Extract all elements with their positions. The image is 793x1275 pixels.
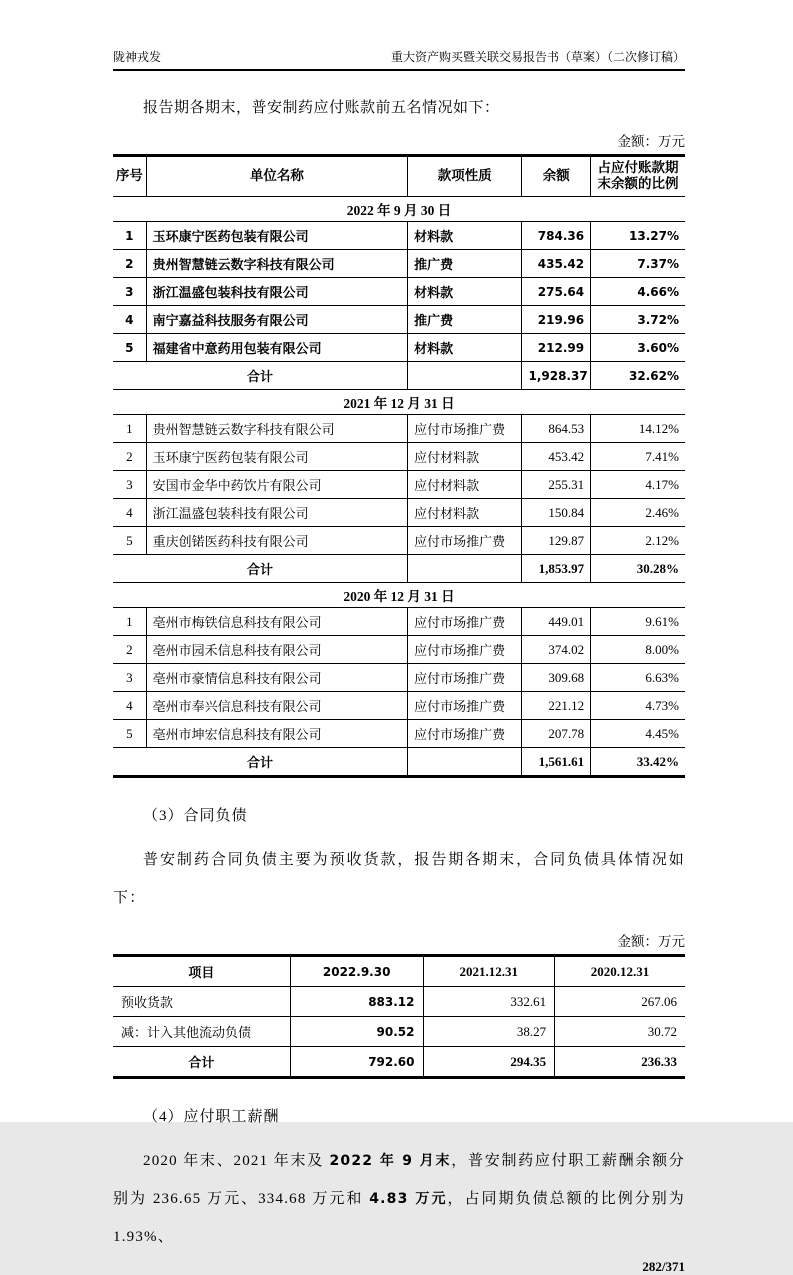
col-header-2020: 2020.12.31 [555,956,685,987]
cell-2022-value: 90.52 [290,1017,423,1047]
col-header-company: 单位名称 [146,155,407,197]
table-row [113,636,685,664]
cell-nature: 应付材料款 [408,471,522,499]
cell-balance: 784.36 [522,222,591,250]
cell-balance: 453.42 [522,443,591,471]
contract-table-body [113,987,685,1078]
cell-balance: 435.42 [522,250,591,278]
cell-balance: 864.53 [522,415,591,443]
cell-2020-value: 30.72 [555,1017,685,1047]
cell-nature: 应付市场推广费 [408,664,522,692]
table-row [113,334,685,362]
total-2022-value: 792.60 [290,1047,423,1078]
col-header-nature: 款项性质 [408,155,522,197]
total-nature-empty [408,362,522,390]
total-ratio: 33.42% [591,748,685,777]
total-nature-empty [408,748,522,777]
cell-company-name: 重庆创锘医药科技有限公司 [146,527,407,555]
cell-ratio: 4.17% [591,471,685,499]
total-row [113,1047,685,1078]
contract-liability-table [113,954,685,1079]
total-row [113,748,685,777]
cell-balance: 207.78 [522,720,591,748]
table-row [113,278,685,306]
cell-ratio: 9.61% [591,608,685,636]
cell-2021-value: 38.27 [423,1017,555,1047]
cell-ratio: 3.72% [591,306,685,334]
cell-nature: 应付市场推广费 [408,636,522,664]
cell-ratio: 14.12% [591,415,685,443]
cell-company-name: 亳州市奉兴信息科技有限公司 [146,692,407,720]
cell-item: 减：计入其他流动负债 [113,1017,290,1047]
cell-balance: 221.12 [522,692,591,720]
table-row [113,306,685,334]
cell-balance: 309.68 [522,664,591,692]
total-nature-empty [408,555,522,583]
cell-index: 1 [113,222,146,250]
col-header-2022: 2022.9.30 [290,956,423,987]
cell-index: 5 [113,720,146,748]
cell-nature: 应付市场推广费 [408,692,522,720]
cell-ratio: 8.00% [591,636,685,664]
cell-company-name: 浙江温盛包装科技有限公司 [146,278,407,306]
total-label: 合计 [113,362,408,390]
total-balance: 1,561.61 [522,748,591,777]
table-row [113,664,685,692]
contract-liability-paragraph: 普安制药合同负债主要为预收货款，报告期各期末，合同负债具体情况如下： [113,852,685,907]
cell-ratio: 4.66% [591,278,685,306]
cell-index: 5 [113,334,146,362]
table-row [113,250,685,278]
cell-ratio: 4.45% [591,720,685,748]
period-date-label: 2021 年 12 月 31 日 [113,390,685,415]
table-row [113,499,685,527]
period-date-label: 2020 年 12 月 31 日 [113,583,685,608]
total-2021-value: 294.35 [423,1047,555,1078]
cell-company-name: 亳州市梅铁信息科技有限公司 [146,608,407,636]
cell-nature: 推广费 [408,306,522,334]
total-balance: 1,928.37 [522,362,591,390]
total-label: 合计 [113,555,408,583]
cell-company-name: 亳州市园禾信息科技有限公司 [146,636,407,664]
cell-balance: 219.96 [522,306,591,334]
contract-header-row [113,956,685,987]
cell-nature: 材料款 [408,278,522,306]
total-row [113,555,685,583]
cell-index: 3 [113,664,146,692]
table-row [113,692,685,720]
cell-ratio: 13.27% [591,222,685,250]
cell-company-name: 玉环康宁医药包装有限公司 [146,222,407,250]
cell-ratio: 2.46% [591,499,685,527]
cell-company-name: 浙江温盛包装科技有限公司 [146,499,407,527]
cell-balance: 374.02 [522,636,591,664]
cell-index: 3 [113,471,146,499]
cell-balance: 212.99 [522,334,591,362]
cell-nature: 应付市场推广费 [408,415,522,443]
cell-index: 2 [113,443,146,471]
table-row [113,471,685,499]
table-row [113,415,685,443]
payables-table-body [113,197,685,777]
cell-company-name: 玉环康宁医药包装有限公司 [146,443,407,471]
section-heading-contract-liability: （3）合同负债 [143,808,248,825]
period-section-row [113,390,685,415]
header-company-name: 陇神戎发 [113,50,162,64]
cell-ratio: 4.73% [591,692,685,720]
table-row [113,608,685,636]
cell-nature: 应付市场推广费 [408,527,522,555]
cell-balance: 449.01 [522,608,591,636]
cell-balance: 275.64 [522,278,591,306]
period-date-label: 2022 年 9 月 30 日 [113,197,685,222]
cell-index: 5 [113,527,146,555]
cell-nature: 材料款 [408,222,522,250]
cell-item: 预收货款 [113,987,290,1017]
table-row [113,222,685,250]
section-heading-payroll: （4）应付职工薪酬 [143,1109,280,1126]
amount-unit-note-2: 金额：万元 [617,934,685,950]
paragraph-bold-run: 4.83 万元 [369,1191,448,1208]
intro-paragraph: 报告期各期末，普安制药应付账款前五名情况如下： [143,99,500,116]
col-header-index: 序号 [113,155,146,197]
cell-nature: 材料款 [408,334,522,362]
table-row [113,720,685,748]
cell-ratio: 3.60% [591,334,685,362]
payables-header-row [113,155,685,197]
cell-company-name: 贵州智慧链云数字科技有限公司 [146,415,407,443]
cell-nature: 应付材料款 [408,499,522,527]
page-header [113,50,685,71]
cell-index: 1 [113,415,146,443]
cell-2022-value: 883.12 [290,987,423,1017]
cell-ratio: 7.41% [591,443,685,471]
cell-nature: 应付市场推广费 [408,608,522,636]
total-label: 合计 [247,755,274,771]
col-header-balance: 余额 [522,155,591,197]
col-header-ratio: 占应付账款期末余额的比例 [591,155,685,197]
cell-index: 3 [113,278,146,306]
amount-unit-note: 金额：万元 [617,133,685,149]
cell-index: 1 [113,608,146,636]
period-section-row [113,583,685,608]
col-header-2021: 2021.12.31 [423,956,555,987]
cell-company-name: 贵州智慧链云数字科技有限公司 [146,250,407,278]
cell-nature: 推广费 [408,250,522,278]
cell-balance: 150.84 [522,499,591,527]
cell-ratio: 2.12% [591,527,685,555]
cell-balance: 129.87 [522,527,591,555]
cell-company-name: 安国市金华中药饮片有限公司 [146,471,407,499]
cell-index: 2 [113,636,146,664]
payroll-paragraph [113,1142,685,1256]
total-row [113,362,685,390]
cell-index: 4 [113,692,146,720]
paragraph-bold-run: 2022 年 9 月末 [329,1153,452,1170]
cell-ratio: 7.37% [591,250,685,278]
total-ratio: 30.28% [591,555,685,583]
cell-nature: 应付材料款 [408,443,522,471]
page-number: 282/371 [642,1259,685,1275]
cell-2020-value: 267.06 [555,987,685,1017]
table-row [113,443,685,471]
cell-index: 2 [113,250,146,278]
col-header-item: 项目 [113,956,290,987]
paragraph-text-run: ，普安制药应付职工薪酬余额分别为 236.65 万元、334.68 万元和 [113,1153,686,1208]
total-2020-value: 236.33 [555,1047,685,1078]
cell-nature: 应付市场推广费 [408,720,522,748]
paragraph-text-run: ，占同期负债总额的比例分别为 1.93%、 [113,1191,685,1246]
table-row [113,987,685,1017]
total-balance: 1,853.97 [522,555,591,583]
paragraph-text-run: 2020 年末、2021 年末及 [143,1153,330,1170]
table-row [113,1017,685,1047]
cell-balance: 255.31 [522,471,591,499]
cell-ratio: 6.63% [591,664,685,692]
period-section-row [113,197,685,222]
table-row [113,527,685,555]
cell-company-name: 亳州市豪情信息科技有限公司 [146,664,407,692]
total-ratio: 32.62% [591,362,685,390]
header-document-title: 重大资产购买暨关联交易报告书（草案）（二次修订稿） [390,50,685,64]
cell-company-name: 福建省中意药用包装有限公司 [146,334,407,362]
cell-index: 4 [113,499,146,527]
cell-2021-value: 332.61 [423,987,555,1017]
cell-index: 4 [113,306,146,334]
cell-company-name: 亳州市坤宏信息科技有限公司 [146,720,407,748]
payables-top5-table [113,154,685,779]
total-label: 合计 [188,1055,215,1071]
cell-company-name: 南宁嘉益科技服务有限公司 [146,306,407,334]
